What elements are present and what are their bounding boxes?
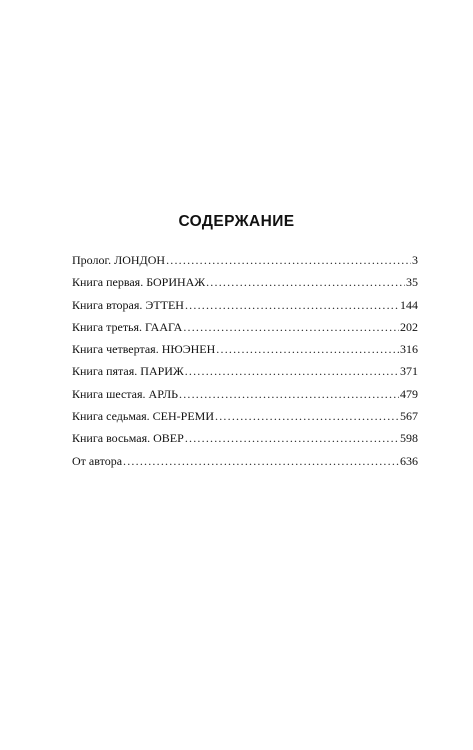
dot-leader — [183, 319, 399, 335]
toc-entry-book-3 — [72, 319, 418, 341]
toc-entry-label: От автора — [72, 453, 123, 468]
toc-entry-book-4 — [72, 341, 418, 363]
toc-entry-page-number: 202 — [400, 319, 418, 334]
toc-entry-label: Книга шестая. АРЛЬ — [72, 386, 178, 401]
page-title: СОДЕРЖАНИЕ — [178, 213, 295, 230]
dot-leader — [206, 274, 405, 290]
toc-entry-book-5 — [72, 363, 418, 385]
dot-leader — [166, 252, 411, 268]
dot-leader — [185, 363, 399, 379]
dot-leader — [216, 341, 399, 357]
toc-entry-label: Книга четвертая. НЮЭНЕН — [72, 342, 216, 357]
toc-entry-page-number: 35 — [406, 275, 418, 290]
toc-entry-page-number: 3 — [412, 253, 418, 267]
dot-leader — [185, 297, 399, 313]
toc-entry-page-number: 567 — [400, 409, 418, 424]
toc-entry-page-number: 316 — [400, 342, 418, 357]
toc-entry-book-8 — [72, 430, 418, 452]
toc-entry-label: Книга первая. БОРИНАЖ — [72, 275, 206, 290]
dot-leader — [179, 386, 399, 402]
toc-entry-afterword — [72, 453, 418, 475]
toc-entry-label: Книга седьмая. СЕН-РЕМИ — [72, 409, 215, 424]
dot-leader — [123, 453, 399, 469]
toc-entry-page-number: 479 — [400, 386, 418, 401]
dot-leader — [185, 430, 399, 446]
toc-entry-page-number: 371 — [400, 364, 418, 379]
toc-entry-label: Книга пятая. ПАРИЖ — [72, 364, 184, 379]
toc-entry-book-1 — [72, 274, 418, 296]
toc-entry-prologue — [72, 252, 418, 274]
toc-entry-book-7 — [72, 408, 418, 430]
toc-entry-label: Пролог. ЛОНДОН — [72, 253, 166, 267]
toc-entry-label: Книга вторая. ЭТТЕН — [72, 297, 184, 312]
toc-entry-label: Книга третья. ГААГА — [72, 319, 183, 334]
toc-entry-page-number: 636 — [400, 453, 418, 468]
toc-entry-label: Книга восьмая. ОВЕР — [72, 431, 184, 446]
toc-entry-page-number: 144 — [400, 297, 418, 312]
toc-entry-page-number: 598 — [400, 431, 418, 446]
toc-entry-book-2 — [72, 297, 418, 319]
table-of-contents — [72, 252, 418, 475]
toc-entry-book-6 — [72, 386, 418, 408]
dot-leader — [215, 408, 399, 424]
